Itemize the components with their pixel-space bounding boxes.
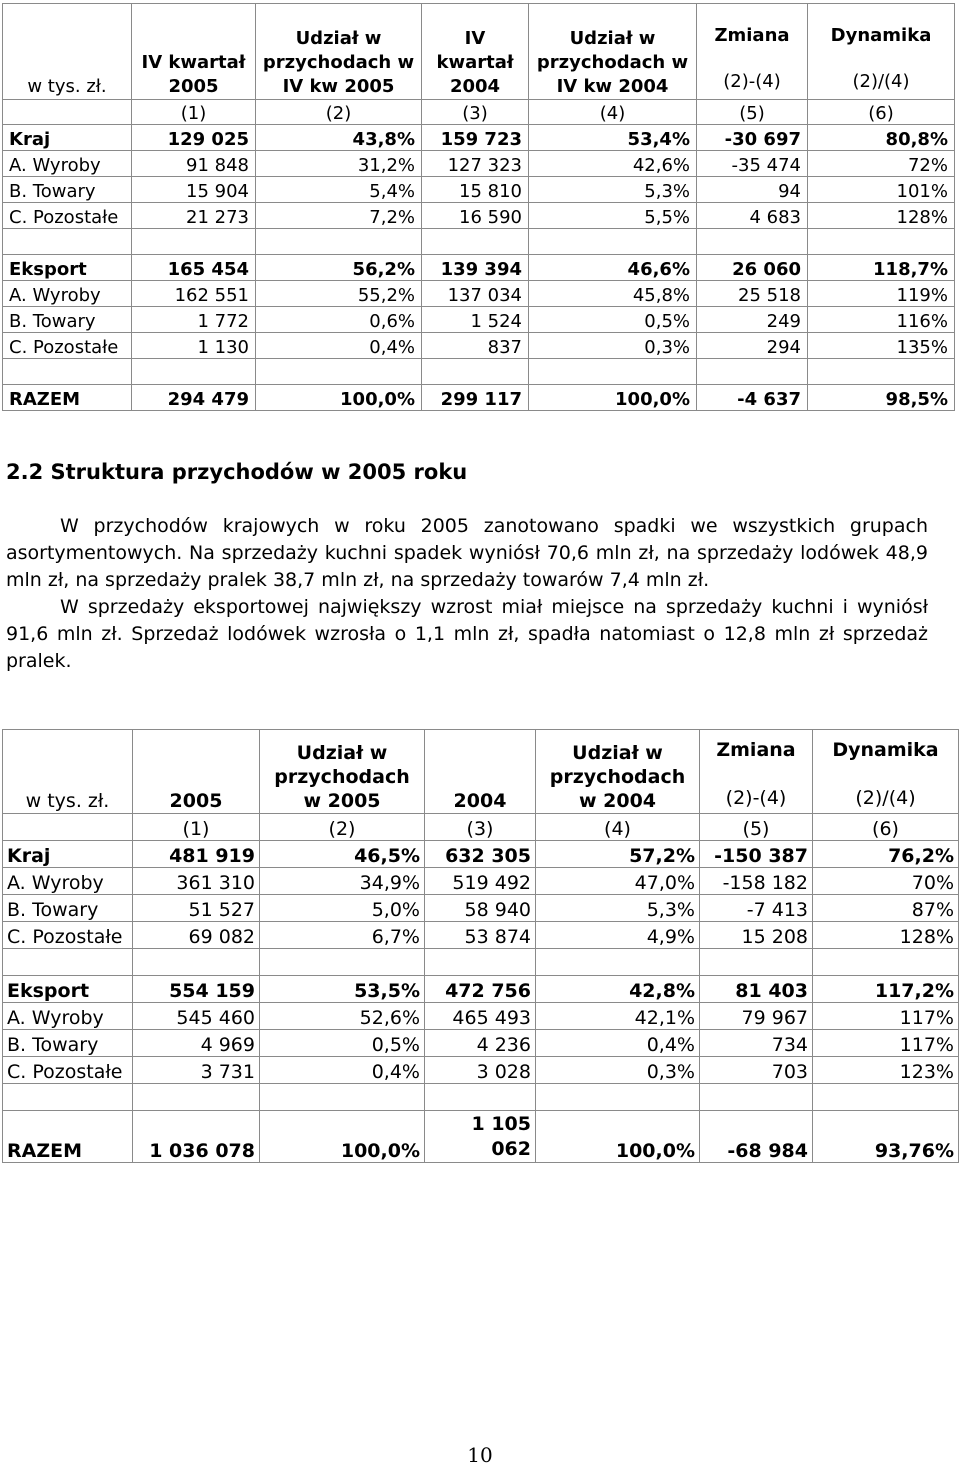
- table-cell: 118,7%: [808, 255, 955, 281]
- header-col: [700, 730, 813, 814]
- table-cell: 4 236: [425, 1030, 536, 1057]
- table-cell: 139 394: [422, 255, 529, 281]
- page-number: 10: [467, 1443, 493, 1467]
- header-col: Udział w przychodach w IV kw 2004: [529, 4, 697, 100]
- row-label: RAZEM: [3, 1111, 133, 1163]
- table-row: [3, 151, 955, 177]
- table-row-razem: [3, 385, 955, 411]
- table-cell: 128%: [808, 203, 955, 229]
- table-cell: 21 273: [132, 203, 256, 229]
- table-cell: -4 637: [697, 385, 808, 411]
- table-cell: -68 984: [700, 1111, 813, 1163]
- row-label: Eksport: [3, 255, 132, 281]
- table-cell: -7 413: [700, 895, 813, 922]
- column-number: (3): [422, 100, 529, 125]
- table-cell: 554 159: [133, 976, 260, 1003]
- table-cell: 481 919: [133, 841, 260, 868]
- header-col: IV kwartał 2004: [422, 4, 529, 100]
- table-cell: 57,2%: [536, 841, 700, 868]
- column-number: (4): [536, 814, 700, 841]
- table-cell: 91 848: [132, 151, 256, 177]
- table-cell: 165 454: [132, 255, 256, 281]
- header-col: [813, 730, 959, 814]
- column-number: (6): [813, 814, 959, 841]
- row-label: A. Wyroby: [3, 1003, 133, 1030]
- row-label: C. Pozostałe: [3, 333, 132, 359]
- table-cell: 0,3%: [529, 333, 697, 359]
- table-row: [3, 333, 955, 359]
- table-cell: 734: [700, 1030, 813, 1057]
- table-cell: 1 036 078: [133, 1111, 260, 1163]
- spacer-row: [3, 949, 959, 976]
- table-cell: 76,2%: [813, 841, 959, 868]
- header-label: Dynamika: [832, 739, 939, 761]
- table-row-eksport: [3, 255, 955, 281]
- table-cell: 123%: [813, 1057, 959, 1084]
- header-formula: (2)-(4): [723, 71, 781, 92]
- table-cell: 294: [697, 333, 808, 359]
- table-cell: 53,4%: [529, 125, 697, 151]
- row-label: C. Pozostałe: [3, 1057, 133, 1084]
- table-cell: 3 028: [425, 1057, 536, 1084]
- table-cell: 119%: [808, 281, 955, 307]
- row-label: B. Towary: [3, 1030, 133, 1057]
- row-label: A. Wyroby: [3, 868, 133, 895]
- table-header-row: [3, 730, 959, 814]
- table-cell: 15 904: [132, 177, 256, 203]
- column-number: (2): [260, 814, 425, 841]
- table-row: [3, 1057, 959, 1084]
- table-cell: 42,6%: [529, 151, 697, 177]
- header-col: Udział w przychodach w IV kw 2005: [256, 4, 422, 100]
- header-col: 2004: [425, 730, 536, 814]
- table-cell: 87%: [813, 895, 959, 922]
- table-cell: 127 323: [422, 151, 529, 177]
- row-label: Kraj: [3, 841, 133, 868]
- table-header-row: [3, 4, 955, 100]
- table-cell: 7,2%: [256, 203, 422, 229]
- table-cell: 837: [422, 333, 529, 359]
- table-cell: 117%: [813, 1030, 959, 1057]
- column-number: (5): [700, 814, 813, 841]
- table-cell: 80,8%: [808, 125, 955, 151]
- table-cell: 42,8%: [536, 976, 700, 1003]
- table-cell: -150 387: [700, 841, 813, 868]
- table-cell: 52,6%: [260, 1003, 425, 1030]
- table-cell: 4 969: [133, 1030, 260, 1057]
- table-cell: 51 527: [133, 895, 260, 922]
- paragraph-1: W przychodów krajowych w roku 2005 zanotowano spadki we wszystkich grupach asortymentowych. Na sprzedaży kuchni spadek wyniósł 70,6 mln zł, na sprzedaży lodówek 48,9 mln zł, na sprzedaży pralek 38,7 mln zł, na sprzedaży towarów 7,4 mln zł.: [6, 515, 928, 591]
- table-cell: 5,3%: [529, 177, 697, 203]
- table-cell: 47,0%: [536, 868, 700, 895]
- table-row: [3, 1030, 959, 1057]
- table-cell: 15 208: [700, 922, 813, 949]
- header-formula: (2)-(4): [725, 787, 787, 809]
- table-cell: 5,5%: [529, 203, 697, 229]
- column-number-row: [3, 100, 955, 125]
- column-number: (3): [425, 814, 536, 841]
- column-number: (4): [529, 100, 697, 125]
- table-cell: 0,4%: [256, 333, 422, 359]
- table-cell: 519 492: [425, 868, 536, 895]
- table-cell: 5,3%: [536, 895, 700, 922]
- table-cell: 3 731: [133, 1057, 260, 1084]
- table-cell: 43,8%: [256, 125, 422, 151]
- table-row: [3, 868, 959, 895]
- header-unit: w tys. zł.: [3, 4, 132, 100]
- table-cell: 45,8%: [529, 281, 697, 307]
- spacer-row: [3, 229, 955, 255]
- row-label: B. Towary: [3, 177, 132, 203]
- table-row-kraj: [3, 841, 959, 868]
- table-cell: 58 940: [425, 895, 536, 922]
- table-cell: 545 460: [133, 1003, 260, 1030]
- table-cell: 0,4%: [536, 1030, 700, 1057]
- header-formula: (2)/(4): [855, 787, 916, 809]
- table-cell: 93,76%: [813, 1111, 959, 1163]
- table-cell: 162 551: [132, 281, 256, 307]
- table-cell: 16 590: [422, 203, 529, 229]
- column-number: (5): [697, 100, 808, 125]
- header-col: Udział w przychodach w 2005: [260, 730, 425, 814]
- table-cell: 81 403: [700, 976, 813, 1003]
- header-label: Dynamika: [830, 25, 932, 46]
- table-cell: 26 060: [697, 255, 808, 281]
- table-cell: 137 034: [422, 281, 529, 307]
- table-cell: 53 874: [425, 922, 536, 949]
- table-cell: 25 518: [697, 281, 808, 307]
- table-row: [3, 281, 955, 307]
- table-cell: 100,0%: [260, 1111, 425, 1163]
- table-cell: 55,2%: [256, 281, 422, 307]
- table-cell: -35 474: [697, 151, 808, 177]
- table-cell: 1 524: [422, 307, 529, 333]
- row-label: Kraj: [3, 125, 132, 151]
- table-cell: 361 310: [133, 868, 260, 895]
- table-cell: 117%: [813, 1003, 959, 1030]
- header-col: IV kwartał 2005: [132, 4, 256, 100]
- row-label: A. Wyroby: [3, 281, 132, 307]
- table-row: [3, 307, 955, 333]
- table-cell: 135%: [808, 333, 955, 359]
- row-label: Eksport: [3, 976, 133, 1003]
- table-cell: 0,3%: [536, 1057, 700, 1084]
- header-unit: w tys. zł.: [3, 730, 133, 814]
- table-cell: 4 683: [697, 203, 808, 229]
- section-heading: 2.2 Struktura przychodów w 2005 roku: [6, 460, 468, 484]
- table-cell: 31,2%: [256, 151, 422, 177]
- table-cell: 159 723: [422, 125, 529, 151]
- table-cell: 5,4%: [256, 177, 422, 203]
- table-cell: 46,6%: [529, 255, 697, 281]
- table-row: [3, 1003, 959, 1030]
- table-cell: 472 756: [425, 976, 536, 1003]
- revenue-table-q4: [2, 3, 955, 411]
- table-cell: 1 130: [132, 333, 256, 359]
- spacer-row: [3, 359, 955, 385]
- table-cell: 294 479: [132, 385, 256, 411]
- header-label: Zmiana: [714, 25, 790, 46]
- table-cell: 56,2%: [256, 255, 422, 281]
- table-cell: 116%: [808, 307, 955, 333]
- table-cell: 98,5%: [808, 385, 955, 411]
- table-cell: 4,9%: [536, 922, 700, 949]
- table-cell: 5,0%: [260, 895, 425, 922]
- table-cell: 100,0%: [256, 385, 422, 411]
- table-row-razem: [3, 1111, 959, 1163]
- row-label: C. Pozostałe: [3, 922, 133, 949]
- header-label: Zmiana: [716, 739, 796, 761]
- table-cell: 94: [697, 177, 808, 203]
- column-number: (1): [132, 100, 256, 125]
- header-col: 2005: [133, 730, 260, 814]
- table-row: [3, 922, 959, 949]
- spacer-row: [3, 1084, 959, 1111]
- table-cell: 15 810: [422, 177, 529, 203]
- table-cell: 128%: [813, 922, 959, 949]
- table-cell: 53,5%: [260, 976, 425, 1003]
- paragraph-2: W sprzedaży eksportowej największy wzrost miał miejsce na sprzedaży kuchni i wyniósł 91,6 mln zł. Sprzedaż lodówek wzrosła o 1,1 mln zł, spadła natomiast o 12,8 mln zł sprzedaż pralek.: [6, 596, 928, 672]
- table-cell: 6,7%: [260, 922, 425, 949]
- table-cell: 465 493: [425, 1003, 536, 1030]
- row-label: B. Towary: [3, 895, 133, 922]
- table-cell: -30 697: [697, 125, 808, 151]
- column-number-row: [3, 814, 959, 841]
- table-cell: -158 182: [700, 868, 813, 895]
- table-cell: 101%: [808, 177, 955, 203]
- table-cell: 1 772: [132, 307, 256, 333]
- row-label: B. Towary: [3, 307, 132, 333]
- table-cell: 0,5%: [529, 307, 697, 333]
- table-row: [3, 895, 959, 922]
- table-cell: 632 305: [425, 841, 536, 868]
- header-col: Udział w przychodach w 2004: [536, 730, 700, 814]
- table-cell: 117,2%: [813, 976, 959, 1003]
- row-label: C. Pozostałe: [3, 203, 132, 229]
- table-cell: 70%: [813, 868, 959, 895]
- paragraph-1-wrap: [6, 513, 928, 594]
- table-cell: 72%: [808, 151, 955, 177]
- table-cell: 100,0%: [536, 1111, 700, 1163]
- table-cell: 1 105 062: [425, 1111, 536, 1163]
- header-col: [697, 4, 808, 100]
- table-cell: 299 117: [422, 385, 529, 411]
- column-number: (1): [133, 814, 260, 841]
- table-cell: 703: [700, 1057, 813, 1084]
- header-formula: (2)/(4): [852, 71, 910, 92]
- table-cell: 249: [697, 307, 808, 333]
- revenue-table-annual: [2, 729, 959, 1163]
- column-number: (2): [256, 100, 422, 125]
- table-row-eksport: [3, 976, 959, 1003]
- table-cell: 0,5%: [260, 1030, 425, 1057]
- table-row: [3, 203, 955, 229]
- table-cell: 0,6%: [256, 307, 422, 333]
- row-label: RAZEM: [3, 385, 132, 411]
- table-cell: 34,9%: [260, 868, 425, 895]
- table-cell: 79 967: [700, 1003, 813, 1030]
- header-col: [808, 4, 955, 100]
- row-label: A. Wyroby: [3, 151, 132, 177]
- table-cell: 42,1%: [536, 1003, 700, 1030]
- table-cell: 0,4%: [260, 1057, 425, 1084]
- table-row-kraj: [3, 125, 955, 151]
- table-row: [3, 177, 955, 203]
- column-number: (6): [808, 100, 955, 125]
- table-cell: 46,5%: [260, 841, 425, 868]
- table-cell: 100,0%: [529, 385, 697, 411]
- table-cell: 69 082: [133, 922, 260, 949]
- table-cell: 129 025: [132, 125, 256, 151]
- paragraph-2-wrap: [6, 594, 928, 675]
